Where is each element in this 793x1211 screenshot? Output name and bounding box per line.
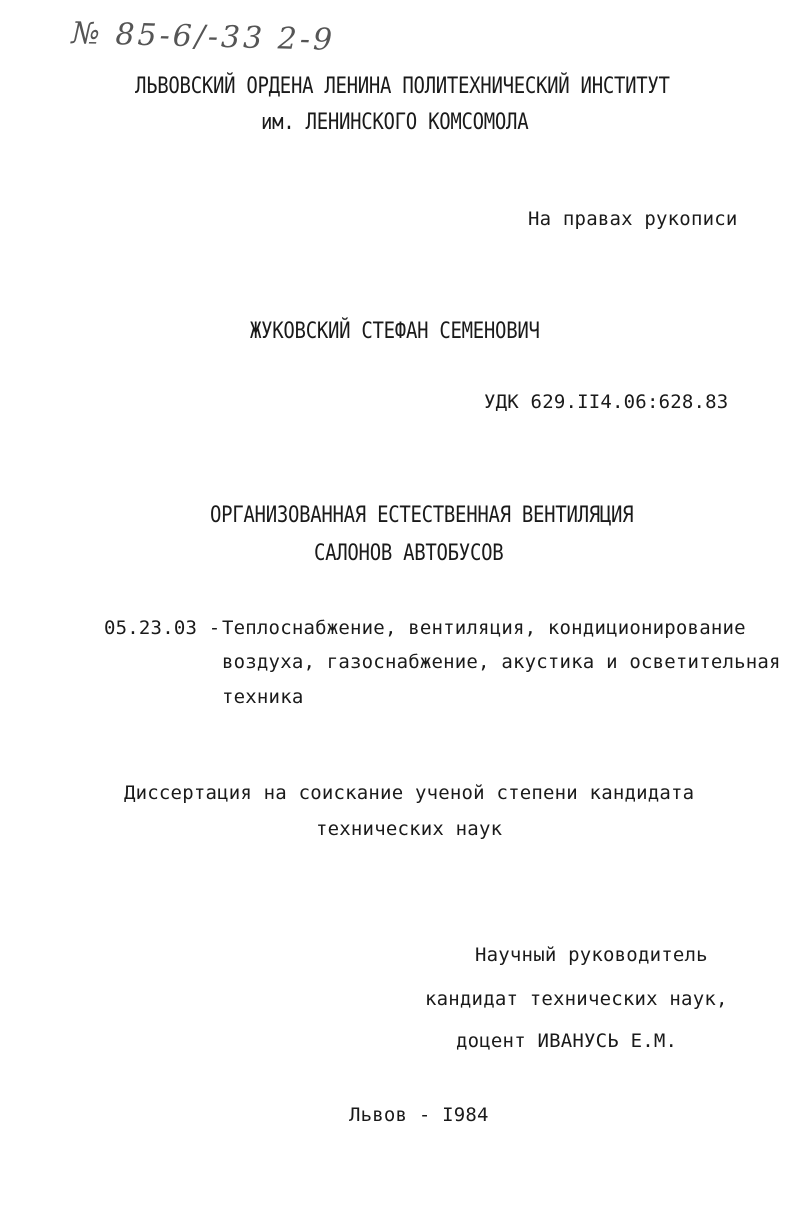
dissertation-degree-line-2: технических наук [316, 818, 503, 840]
specialty-code: 05.23.03 - [104, 617, 221, 639]
dissertation-degree-line-1: Диссертация на соискание ученой степени кандидата [124, 782, 695, 804]
supervisor-name: доцент ИВАНУСЬ Е.М. [456, 1030, 678, 1052]
specialty-line-3: техника [222, 686, 304, 708]
manuscript-rights-note: На правах рукописи [528, 208, 738, 230]
specialty-line-1: Теплоснабжение, вентиляция, кондиционирование [222, 617, 746, 639]
author-name: ЖУКОВСКИЙ СТЕФАН СЕМЕНОВИЧ [250, 318, 540, 344]
institute-name-line-2: им. ЛЕНИНСКОГО КОМСОМОЛА [261, 109, 529, 135]
dissertation-title-line-2: САЛОНОВ АВТОБУСОВ [314, 540, 504, 566]
udk-code: УДК 629.II4.06:628.83 [484, 391, 729, 413]
supervisor-degree: кандидат технических наук, [425, 988, 728, 1010]
supervisor-heading: Научный руководитель [475, 944, 708, 966]
place-and-year: Львов - I984 [349, 1104, 489, 1126]
specialty-line-2: воздуха, газоснабжение, акустика и осветительная [222, 651, 781, 673]
institute-name-line-1: ЛЬВОВСКИЙ ОРДЕНА ЛЕНИНА ПОЛИТЕХНИЧЕСКИЙ ИНСТИТУТ [135, 73, 670, 99]
handwritten-archive-mark: № 85-6/-33 2-9 [71, 16, 336, 58]
dissertation-title-line-1: ОРГАНИЗОВАННАЯ ЕСТЕСТВЕННАЯ ВЕНТИЛЯЦИЯ [210, 502, 634, 528]
